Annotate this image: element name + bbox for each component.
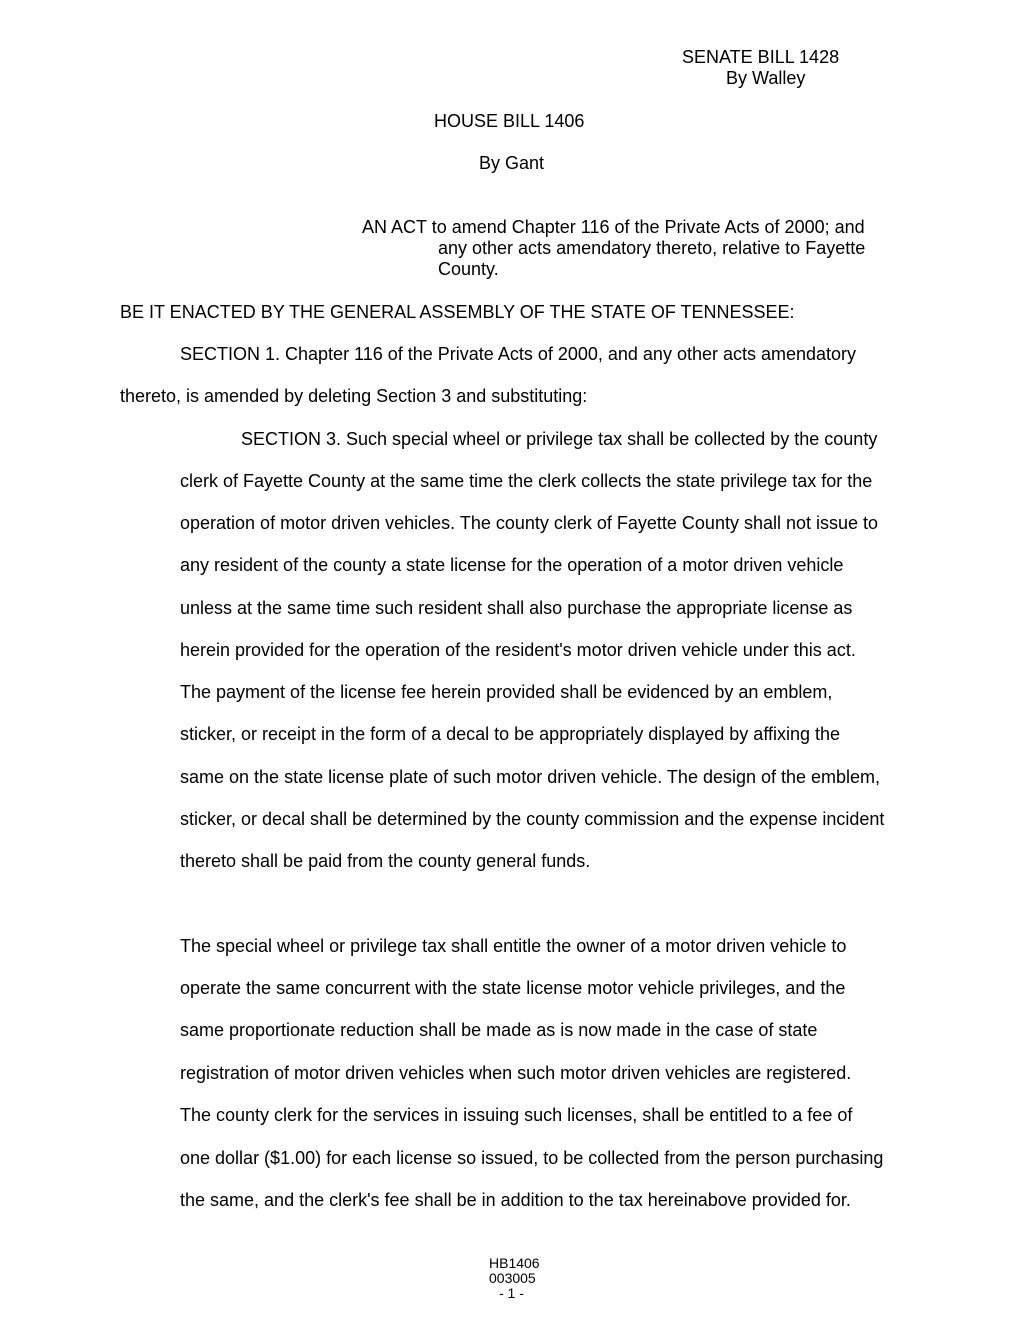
paragraph-line: sticker, or receipt in the form of a decal to be appropriately displayed by affixing the bbox=[180, 724, 841, 744]
paragraph-line: The special wheel or privilege tax shall entitle the owner of a motor driven vehicle to bbox=[180, 936, 847, 956]
paragraph-line: the same, and the clerk's fee shall be in addition to the tax hereinabove provided for. bbox=[180, 1190, 851, 1210]
paragraph-line: registration of motor driven vehicles when such motor driven vehicles are registered. bbox=[180, 1063, 852, 1083]
paragraph-line: one dollar ($1.00) for each license so issued, to be collected from the person purchasing bbox=[180, 1148, 884, 1168]
paragraph-line: operation of motor driven vehicles. The county clerk of Fayette County shall not issue to bbox=[180, 513, 879, 533]
house-bill-number: HOUSE BILL 1406 bbox=[434, 111, 585, 131]
senate-bill-sponsor: By Walley bbox=[726, 68, 806, 88]
house-bill-sponsor: By Gant bbox=[479, 153, 545, 173]
section1-line-2: thereto, is amended by deleting Section 3 and substituting: bbox=[120, 386, 588, 406]
paragraph-line: herein provided for the operation of the resident's motor driven vehicle under this act. bbox=[180, 640, 856, 660]
paragraph-line: unless at the same time such resident shall also purchase the appropriate license as bbox=[180, 598, 853, 618]
footer-doc-number: 003005 bbox=[489, 1270, 536, 1286]
caption-line-3: County. bbox=[438, 259, 499, 279]
paragraph-line: same on the state license plate of such motor driven vehicle. The design of the emblem, bbox=[180, 767, 881, 787]
paragraph-line: sticker, or decal shall be determined by the county commission and the expense incident bbox=[180, 809, 885, 829]
paragraph-line: clerk of Fayette County at the same time the clerk collects the state privilege tax for the bbox=[180, 471, 873, 491]
paragraph-line: thereto shall be paid from the county general funds. bbox=[180, 851, 591, 871]
section1-line-1: SECTION 1. Chapter 116 of the Private Acts of 2000, and any other acts amendatory bbox=[180, 344, 857, 364]
page-number: - 1 - bbox=[499, 1285, 524, 1301]
paragraph-line: operate the same concurrent with the state license motor vehicle privileges, and the bbox=[180, 978, 846, 998]
enacting-clause: BE IT ENACTED BY THE GENERAL ASSEMBLY OF THE STATE OF TENNESSEE: bbox=[120, 302, 795, 322]
paragraph-line: SECTION 3. Such special wheel or privilege tax shall be collected by the county bbox=[241, 429, 878, 449]
footer-bill-code: HB1406 bbox=[489, 1255, 540, 1271]
caption-line-2: any other acts amendatory thereto, relative to Fayette bbox=[438, 238, 866, 258]
paragraph-line: The payment of the license fee herein provided shall be evidenced by an emblem, bbox=[180, 682, 833, 702]
caption-line-1: AN ACT to amend Chapter 116 of the Private Acts of 2000; and bbox=[362, 217, 865, 237]
paragraph-line: any resident of the county a state license for the operation of a motor driven vehicle bbox=[180, 555, 844, 575]
senate-bill-number: SENATE BILL 1428 bbox=[682, 47, 840, 67]
paragraph-line: The county clerk for the services in issuing such licenses, shall be entitled to a fee of bbox=[180, 1105, 853, 1125]
paragraph-line: same proportionate reduction shall be made as is now made in the case of state bbox=[180, 1020, 818, 1040]
